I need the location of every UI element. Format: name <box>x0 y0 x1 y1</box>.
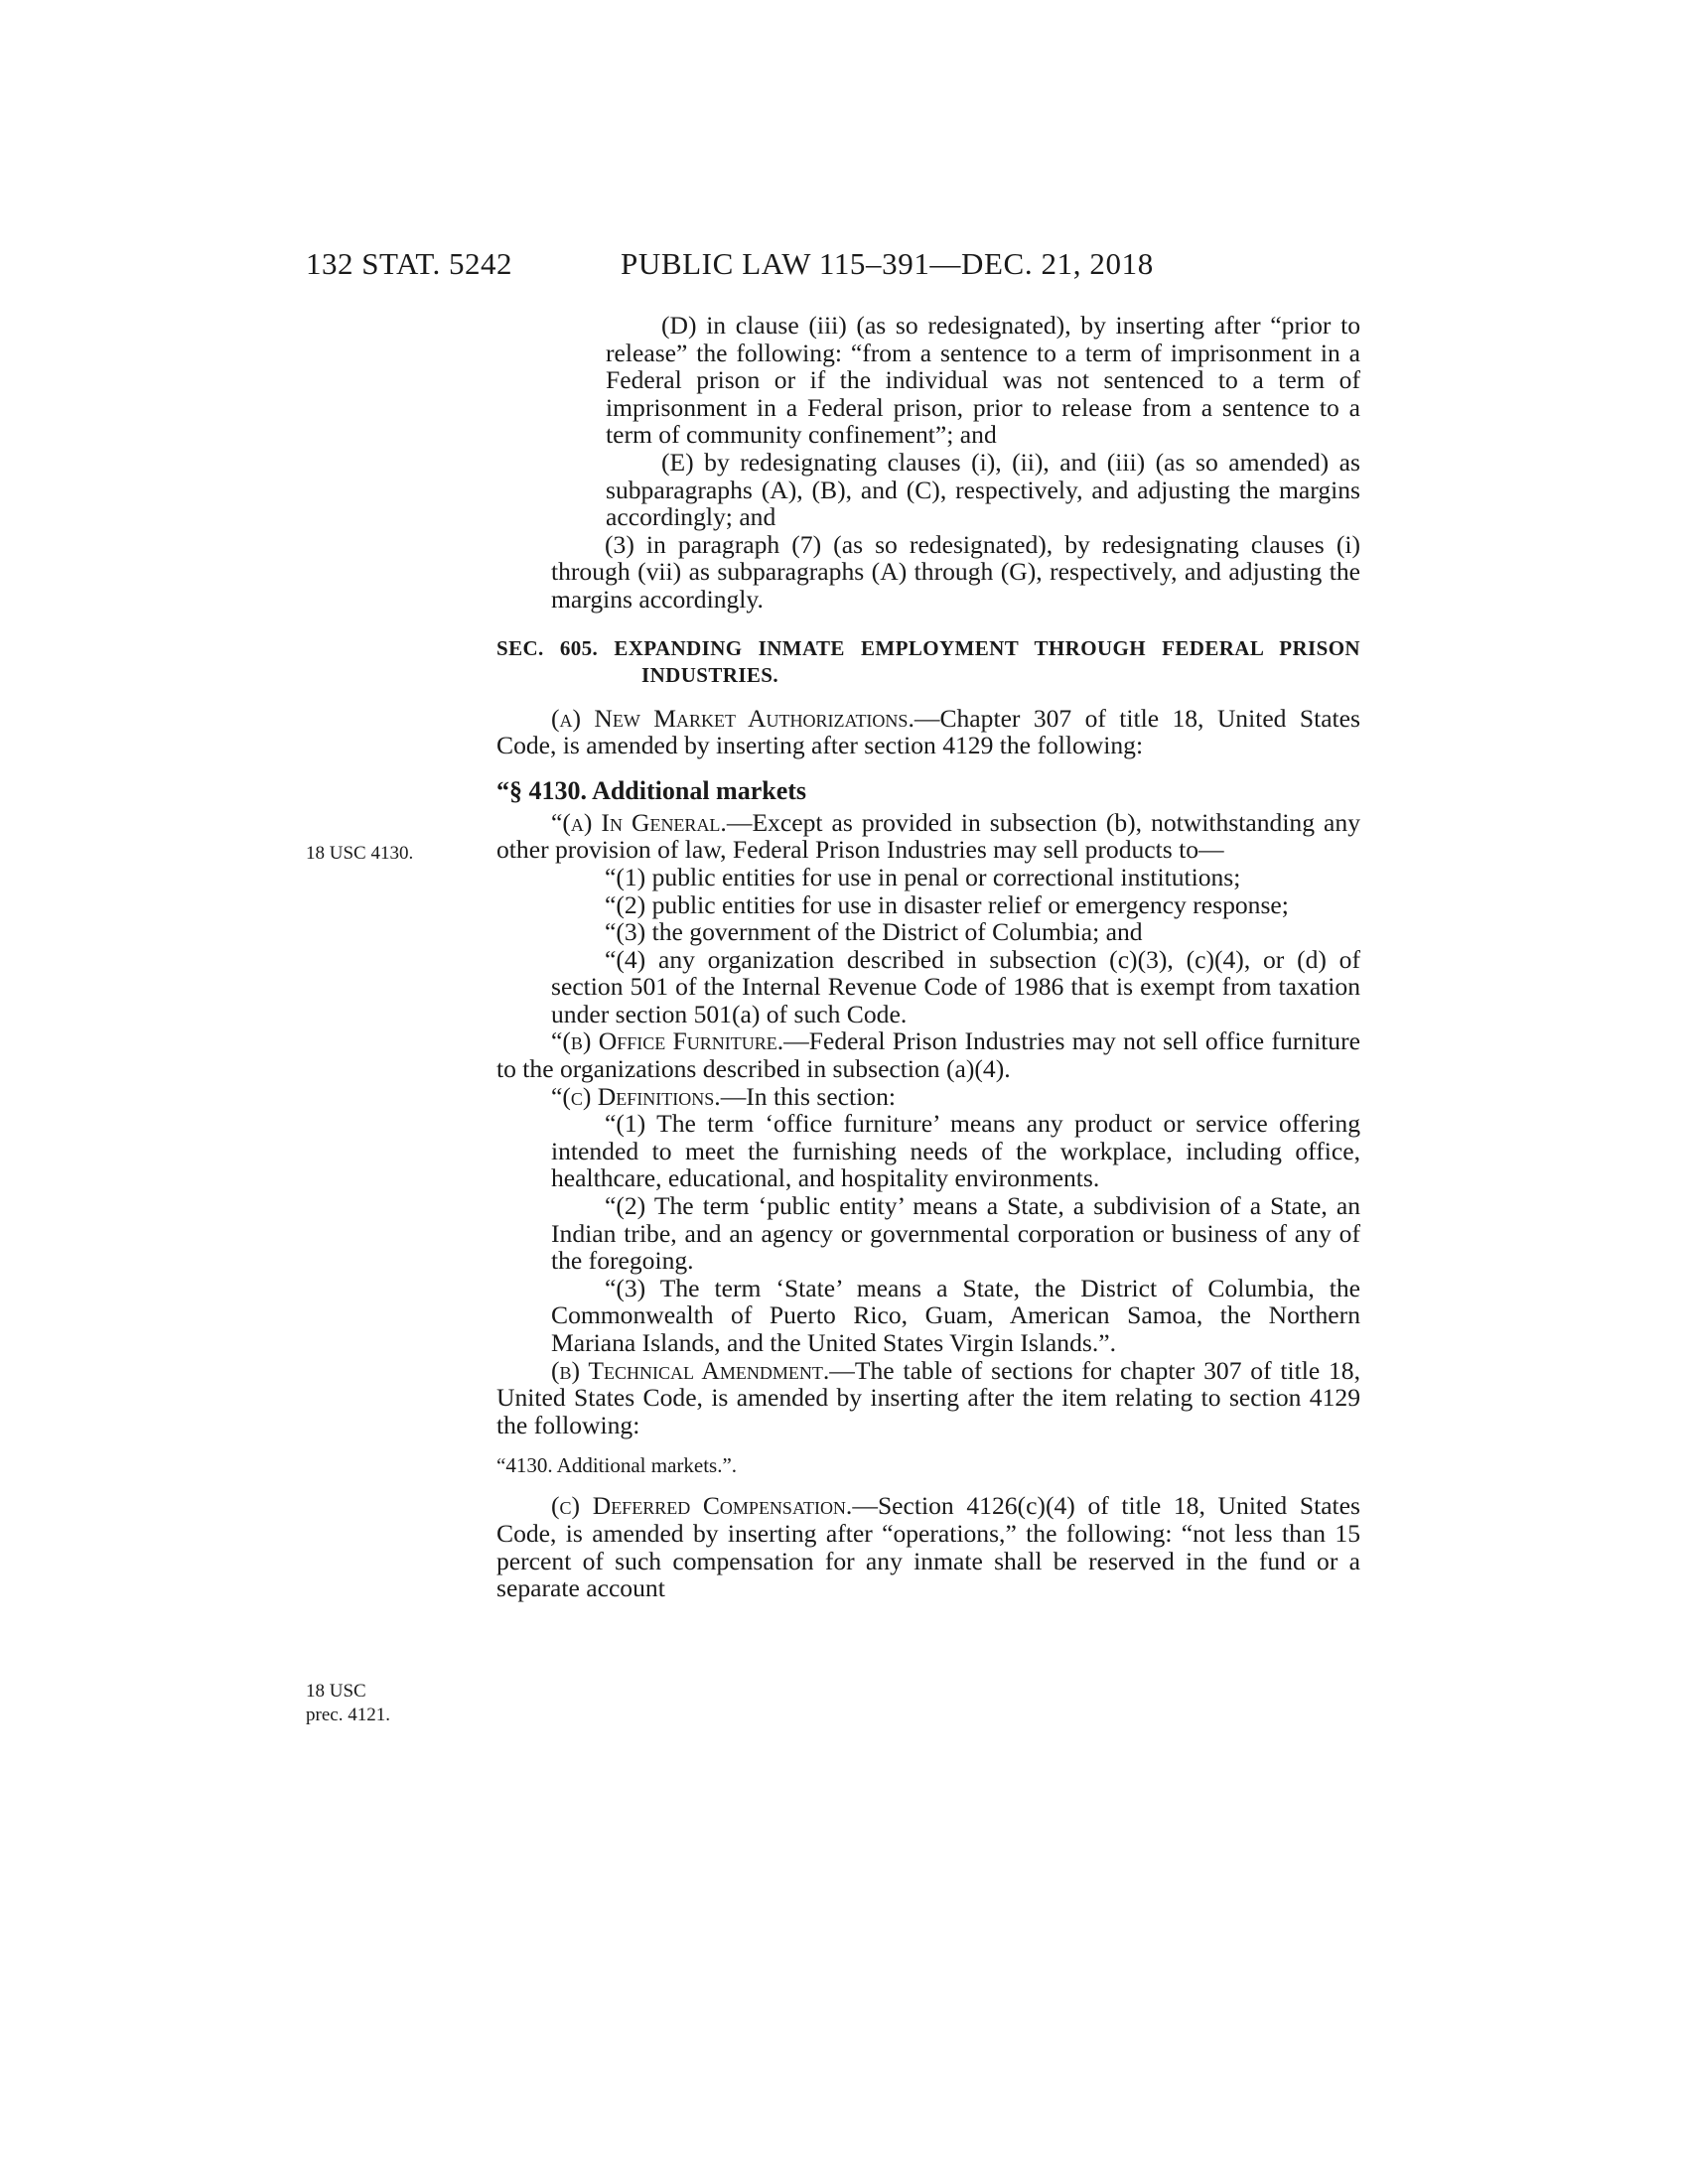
margin-note-line: prec. 4121. <box>306 1705 390 1725</box>
clause-d: (D) in clause (iii) (as so redesignated), by inserting after “prior to release” the following: “from a sentence to a term of imprisonment in a Federal prison or if the individual was not sentenced to a term of imprisonment in a Federal prison, prior to release from a sentence to a term of community confinement”; and <box>606 311 1360 450</box>
margin-note-18-usc-prec-4121 <box>306 1680 390 1727</box>
subsection-text: —Chapter 307 of title 18, United States Code, is amended by inserting after section 4129 the following: <box>496 703 1360 760</box>
subsection-heading: (c) Deferred Compensation. <box>551 1491 853 1521</box>
subsection-text: —Federal Prison Industries may not sell office furniture to the organizations described in subsection (a)(4). <box>496 1026 1360 1084</box>
section-605-heading: SEC. 605. EXPANDING INMATE EMPLOYMENT THROUGH FEDERAL PRISON INDUSTRIES. <box>496 635 1360 687</box>
margin-note-18-usc-4130: 18 USC 4130. <box>306 843 414 864</box>
subsection-heading: “(b) Office Furniture. <box>551 1026 784 1056</box>
list-item-3: “(3) the government of the District of Columbia; and <box>605 917 1143 947</box>
definition-1: “(1) The term ‘office furniture’ means any product or service offering intended to meet the furnishing needs of the workplace, including office, healthcare, educational, and hospitality environments. <box>551 1109 1360 1193</box>
subsection-heading: (a) New Market Authorizations. <box>551 703 914 733</box>
definition-3: “(3) The term ‘State’ means a State, the District of Columbia, the Commonwealth of Puerto Rico, Guam, American Samoa, the Northern Mariana Islands, and the United States Virgin Islands.”. <box>551 1273 1360 1357</box>
document-body <box>496 312 1360 1602</box>
table-of-sections-item: “4130. Additional markets.”. <box>496 1453 738 1478</box>
page-header <box>306 246 1368 286</box>
list-item-2: “(2) public entities for use in disaster relief or emergency response; <box>605 889 1289 919</box>
margin-note-line: 18 USC <box>306 1681 366 1702</box>
subsection-b-office-furniture <box>496 1027 1360 1082</box>
subsection-text: —Except as provided in subsection (b), notwithstanding any other provision of law, Federal Prison Industries may sell products to— <box>496 807 1360 865</box>
subsection-heading: “(a) In General. <box>551 807 727 837</box>
subsection-c-deferred-compensation <box>496 1492 1360 1601</box>
list-item-4: “(4) any organization described in subsection (c)(3), (c)(4), or (d) of section 501 of the Internal Revenue Code of 1986 that is exempt from taxation under section 501(a) of such Code. <box>551 944 1360 1028</box>
clause-e: (E) by redesignating clauses (i), (ii), and (iii) (as so amended) as subparagraphs (A), (B), and (C), respectively, and adjusting the margins accordingly; and <box>606 447 1360 532</box>
subsection-text: —In this section: <box>720 1081 896 1111</box>
subsection-heading: (b) Technical Amendment. <box>551 1355 830 1385</box>
subsection-a-new-market-authorizations <box>496 705 1360 759</box>
subsection-b-technical-amendment <box>496 1357 1360 1439</box>
subsection-text: —Section 4126(c)(4) of title 18, United States Code, is amended by inserting after “operations,” the following: “not less than 15 percent of such compensation for any inmate shall be reserved in the fund or a separate account <box>496 1491 1360 1603</box>
public-law-title: PUBLIC LAW 115–391—DEC. 21, 2018 <box>621 246 1154 281</box>
definition-2: “(2) The term ‘public entity’ means a State, a subdivision of a State, an Indian tribe, and an agency or governmental corporation or business of any of the foregoing. <box>551 1191 1360 1276</box>
statute-page-number: 132 STAT. 5242 <box>306 246 513 281</box>
subsection-c-definitions <box>496 1083 1360 1111</box>
section-4130-title: “§ 4130. Additional markets <box>496 775 807 805</box>
subsection-a-in-general <box>496 809 1360 864</box>
paragraph-3: (3) in paragraph (7) (as so redesignated), by redesignating clauses (i) through (vii) as subparagraphs (A) through (G), respectively, and adjusting the margins accordingly. <box>551 529 1360 614</box>
list-item-1: “(1) public entities for use in penal or correctional institutions; <box>605 862 1241 891</box>
subsection-heading: “(c) Definitions. <box>551 1081 721 1111</box>
subsection-text: —The table of sections for chapter 307 of title 18, United States Code, is amended by inserting after the item relating to section 4129 the following: <box>496 1355 1360 1439</box>
